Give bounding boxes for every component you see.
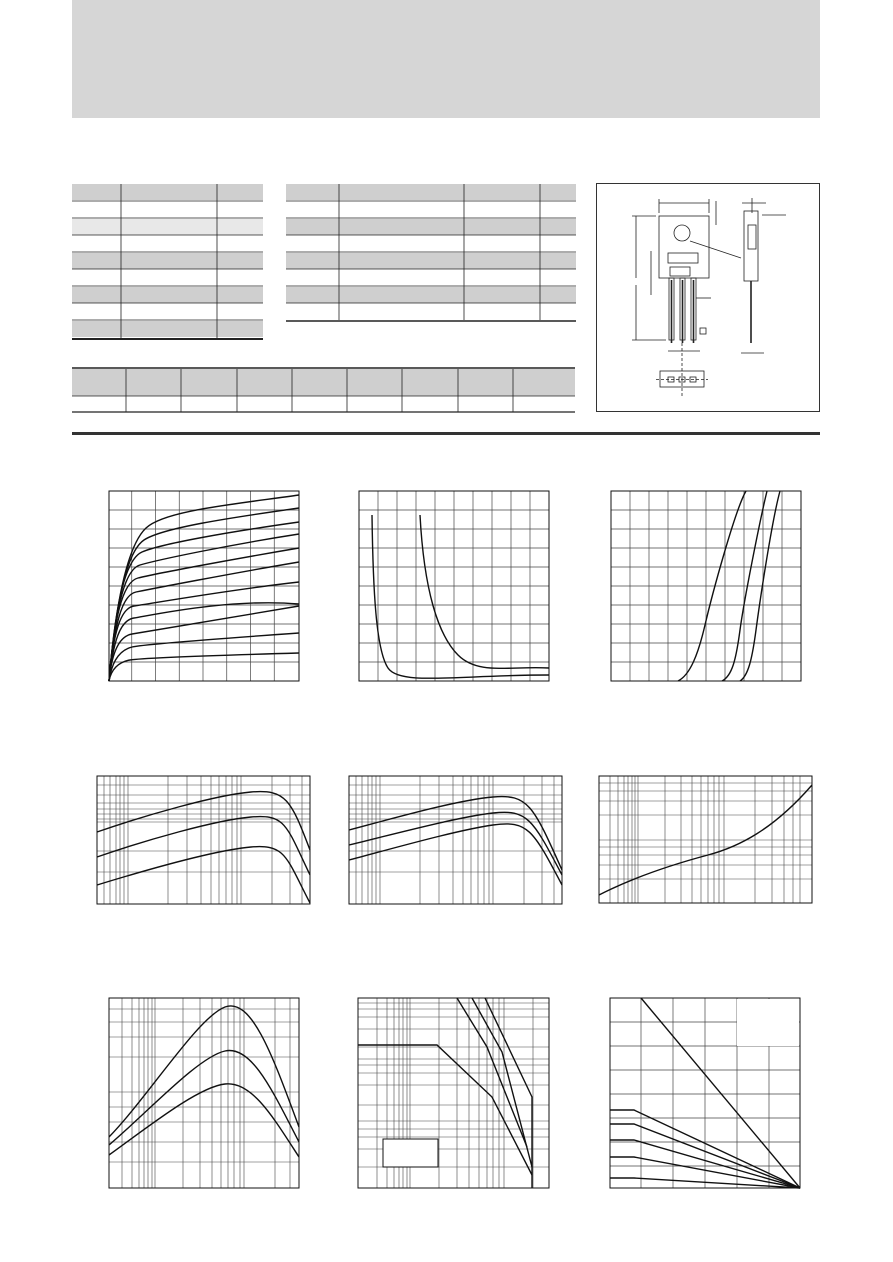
chart-hfe-ic-b — [348, 775, 564, 906]
package-outline-drawing — [596, 183, 821, 414]
chart-vcesat-ic — [598, 775, 814, 905]
header-band — [72, 0, 820, 118]
chart-ic-vce — [108, 490, 301, 683]
chart-vce-ib — [358, 490, 551, 683]
hfe-rank-table — [72, 367, 577, 415]
chart-hfe-ic-a — [96, 775, 312, 906]
chart-safe-operating-area — [357, 997, 551, 1190]
electrical-characteristics-table — [286, 183, 578, 325]
section-divider — [72, 432, 820, 435]
abs-max-ratings-table — [72, 183, 264, 343]
chart-ic-vbe — [610, 490, 803, 683]
chart-pc-ta — [609, 997, 802, 1190]
chart-ft-ic — [108, 997, 301, 1190]
